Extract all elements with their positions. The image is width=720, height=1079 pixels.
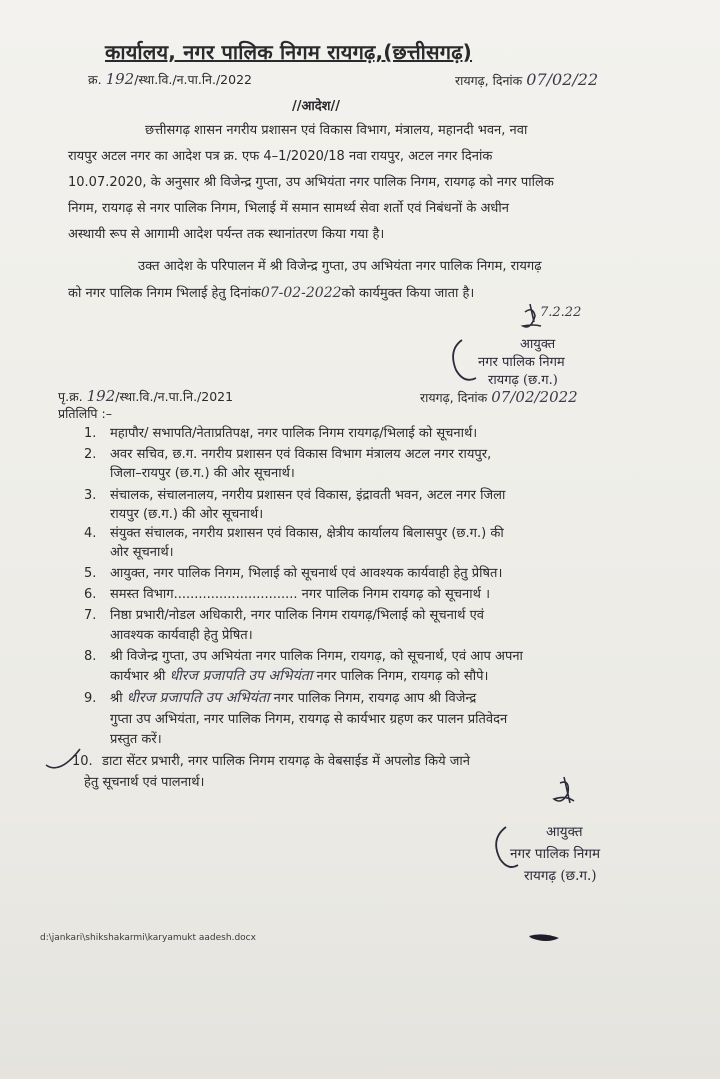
ref-number-handwritten: 192 <box>105 70 135 88</box>
item-text: समस्त विभाग.............................. नगर पालिक निगम रायगढ़ को सूचनार्थ । <box>110 587 490 602</box>
endorsement-ref-suffix: /स्था.वि./न.पा.नि./2021 <box>115 389 234 404</box>
copy-list-item <box>84 562 502 585</box>
endorsement-date-label: रायगढ़, दिनांक <box>420 390 488 405</box>
signature2-office: नगर पालिक निगम <box>510 846 601 862</box>
endorsement-ref-prefix: पृ.क्र. <box>58 389 83 404</box>
copy-list-item <box>84 583 490 606</box>
ref-suffix: /स्था.वि./न.पा.नि./2022 <box>134 72 252 87</box>
order-date <box>455 70 598 89</box>
item-number: 1. <box>84 426 97 441</box>
item-text: नगर पालिक निगम, रायगढ़ आप श्री विजेन्द्र <box>273 691 477 706</box>
item-text: संचालक, संचालनालय, नगरीय प्रशासन एवं विकास, इंद्रावती भवन, अटल नगर जिला <box>110 488 506 503</box>
item-number: 2. <box>84 447 97 462</box>
item-text-continued: ओर सूचनार्थ। <box>110 545 174 560</box>
item-text: अवर सचिव, छ.ग. नगरीय प्रशासन एवं विकास विभाग मंत्रालय अटल नगर रायपुर, <box>110 447 492 462</box>
paragraph1-line: छत्तीसगढ़ शासन नगरीय प्रशासन एवं विकास विभाग, मंत्रालय, महानदी भवन, नवा <box>145 123 528 138</box>
order-reference <box>88 70 252 88</box>
item-text: आयुक्त, नगर पालिक निगम, भिलाई को सूचनार्थ एवं आवश्यक कार्यवाही हेतु प्रेषित। <box>110 566 503 581</box>
ref-prefix: क्र. <box>88 72 102 87</box>
handwritten-officer-name: धीरज प्रजापति उप अभियंता <box>169 668 313 684</box>
item-text-continued <box>110 665 488 688</box>
paragraph2-line <box>68 280 474 307</box>
paragraph1-line: निगम, रायगढ़ से नगर पालिक निगम, भिलाई में समान सामर्थ्य सेवा शर्तो एवं निबंधनों के अधीन <box>68 201 509 216</box>
item-number: 4. <box>84 526 97 541</box>
order-heading: //आदेश// <box>292 99 341 114</box>
signature1-place: रायगढ़ (छ.ग.) <box>488 373 558 388</box>
handwritten-officer-name: धीरज प्रजापति उप अभियंता <box>126 690 270 706</box>
endorsement-date <box>420 388 578 406</box>
item-text-continued: गुप्ता उप अभियंता, नगर पालिक निगम, रायगढ़ से कार्यभार ग्रहण कर पालन प्रतिवेदन <box>110 712 508 727</box>
paragraph1-line: रायपुर अटल नगर का आदेश पत्र क्र. एफ 4–1/2020/18 नवा रायपुर, अटल नगर दिनांक <box>68 149 493 164</box>
copy-list-item <box>84 687 476 710</box>
item-text: संयुक्त संचालक, नगरीय प्रशासन एवं विकास, क्षेत्रीय कार्यालय बिलासपुर (छ.ग.) की <box>110 526 504 541</box>
office-title: कार्यालय, नगर पालिक निगम रायगढ़,(छत्तीसगढ़) <box>105 40 473 64</box>
endorsement-reference <box>58 387 233 405</box>
item-number: 6. <box>84 587 97 602</box>
item-number: 9. <box>84 691 97 706</box>
item-number: 10. <box>72 754 93 769</box>
endorsement-date-handwritten: 07/02/2022 <box>491 388 578 406</box>
signature1-designation: आयुक्त <box>520 337 556 352</box>
signature1-date: 7.2.22 <box>540 305 582 320</box>
paragraph1-line: अस्थायी रूप से आगामी आदेश पर्यन्त तक स्थानांतरण किया गया है। <box>68 227 385 242</box>
item-text-continued: रायपुर (छ.ग.) की ओर सूचनार्थ। <box>110 507 264 522</box>
item-number: 8. <box>84 649 97 664</box>
item-text-continued: हेतु सूचनार्थ एवं पालनार्थ। <box>84 775 205 790</box>
endorsement-ref-number: 192 <box>86 387 116 405</box>
relieve-date-handwritten: 07-02-2022 <box>260 285 342 301</box>
item-text: महापौर/ सभापति/नेताप्रतिपक्ष, नगर पालिक निगम रायगढ़/भिलाई को सूचनार्थ। <box>110 426 478 441</box>
copy-list-item <box>72 750 470 773</box>
item-text: श्री <box>110 691 123 706</box>
item-text: डाटा सेंटर प्रभारी, नगर पालिक निगम रायगढ़ के वेबसाईड में अपलोड किये जाने <box>102 754 470 769</box>
signature2-designation: आयुक्त <box>546 824 583 840</box>
item-text: श्री विजेन्द्र गुप्ता, उप अभियंता नगर पालिक निगम, रायगढ़, को सूचनार्थ, एवं आप अपना <box>110 649 523 664</box>
item-text: नगर पालिक निगम, रायगढ़ को सौपे। <box>316 669 489 684</box>
item-text-continued: जिला–रायपुर (छ.ग.) की ओर सूचनार्थ। <box>110 466 295 481</box>
item-number: 5. <box>84 566 97 581</box>
file-path: d:\jankari\shikshakarmi\karyamukt aadesh.docx <box>40 933 256 943</box>
copy-list-item <box>84 422 477 445</box>
paragraph2-line: उक्त आदेश के परिपालन में श्री विजेन्द्र गुप्ता, उप अभियंता नगर पालिक निगम, रायगढ़ <box>138 259 542 274</box>
ink-blot <box>525 928 565 948</box>
item-number: 3. <box>84 488 97 503</box>
signature2-place: रायगढ़ (छ.ग.) <box>524 868 597 884</box>
item-text-continued: आवश्यक कार्यवाही हेतु प्रेषित। <box>110 628 253 643</box>
item-text: निष्ठा प्रभारी/नोडल अधिकारी, नगर पालिक निगम रायगढ़/भिलाई को सूचनार्थ एवं <box>110 608 485 623</box>
place-date-label: रायगढ़, दिनांक <box>455 73 523 88</box>
date-handwritten: 07/02/22 <box>526 70 599 89</box>
item-text-continued: प्रस्तुत करें। <box>110 732 162 747</box>
item-text: कार्यभार श्री <box>110 669 166 684</box>
paragraph2-text: को कार्यमुक्त किया जाता है। <box>341 286 475 301</box>
signature1-office: नगर पालिक निगम <box>478 355 565 370</box>
paragraph1-line: 10.07.2020, के अनुसार श्री विजेन्द्र गुप्ता, उप अभियंता नगर पालिक निगम, रायगढ़ को नगर पालिक <box>68 175 554 190</box>
copy-label: प्रतिलिपि :– <box>58 406 112 421</box>
paragraph2-text: को नगर पालिक निगम भिलाई हेतु दिनांक <box>68 286 261 301</box>
item-number: 7. <box>84 608 97 623</box>
